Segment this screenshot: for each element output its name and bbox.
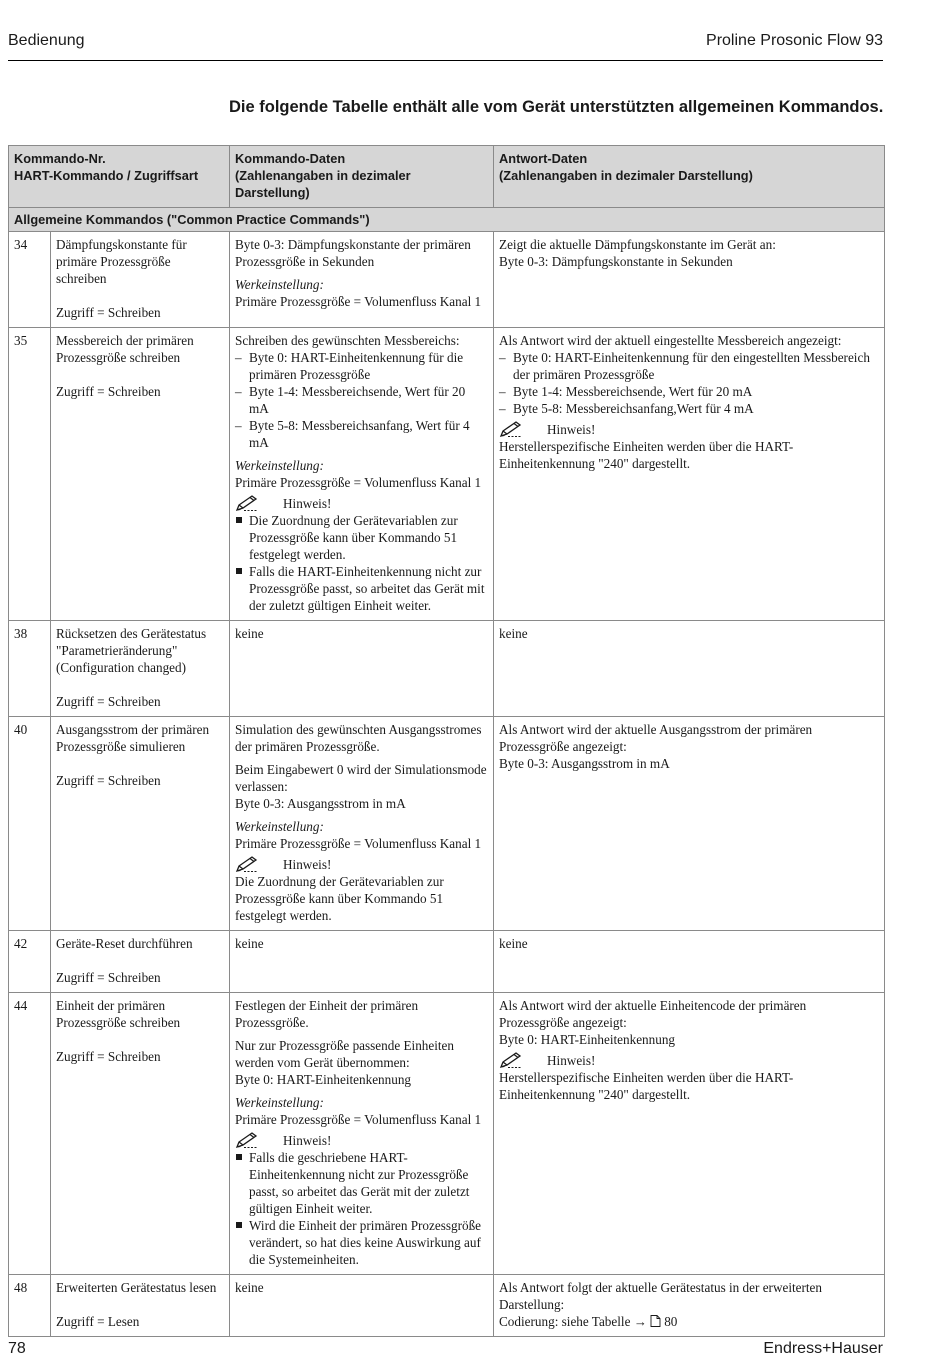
response-data: keine	[494, 621, 885, 717]
command-data: keine	[230, 621, 494, 717]
page-header	[8, 32, 883, 61]
response-data: Als Antwort wird der aktuell eingestellte Messbereich angezeigt: – Byte 0: HART-Einheitenkennung für den eingestellten Messbereich der primären Prozessgröße – Byte 1-4: Messbereichsende, Wert für 20 mA – Byte 5-8: Messbereichsanfang,Wert für 4 mA Hinweis! Herstellerspezifische Einheiten werden über die HART-Einheitenkennung "240" dargestellt.	[494, 328, 885, 621]
table-row	[9, 621, 885, 717]
page-reference[interactable]: 80	[664, 1314, 678, 1329]
response-data: Zeigt die aktuelle Dämpfungskonstante im Gerät an: Byte 0-3: Dämpfungskonstante in Sekunden	[494, 232, 885, 328]
dash-list: – Byte 0: HART-Einheitenkennung für den eingestellten Messbereich der primären Prozessgröße – Byte 1-4: Messbereichsende, Wert für 20 mA – Byte 5-8: Messbereichsanfang,Wert für 4 mA	[499, 349, 879, 417]
table-row	[9, 232, 885, 328]
response-data: Als Antwort wird der aktuelle Ausgangsstrom der primären Prozessgröße angezeigt: Byte 0-3: Ausgangsstrom in mA	[494, 717, 885, 931]
command-description: Einheit der primären Prozessgröße schreiben Zugriff = Schreiben	[51, 993, 230, 1275]
command-table	[8, 145, 885, 1337]
command-number: 38	[9, 621, 51, 717]
response-data: keine	[494, 931, 885, 993]
response-data: Als Antwort folgt der aktuelle Gerätestatus in der erweiterten Darstellung: Codierung: siehe Tabelle → 80	[494, 1275, 885, 1337]
command-description: Erweiterten Gerätestatus lesen Zugriff = Lesen	[51, 1275, 230, 1337]
command-number: 44	[9, 993, 51, 1275]
intro-heading: Die folgende Tabelle enthält alle vom Gerät unterstützten allgemeinen Kommandos.	[229, 98, 884, 116]
pencil-note-icon	[235, 495, 259, 512]
command-data: Simulation des gewünschten Ausgangsstromes der primären Prozessgröße. Beim Eingabewert 0 wird der Simulationsmode verlassen: Byte 0-3: Ausgangsstrom in mA Werkeinstellung: Primäre Prozessgröße = Volumenfluss Kanal 1 Hinweis! Die Zuordnung der Gerätevariablen zur Prozessgröße kann über Kommando 51 festgelegt werden.	[230, 717, 494, 931]
table-row	[9, 1275, 885, 1337]
table-row	[9, 717, 885, 931]
bullet-list: Falls die geschriebene HART-Einheitenkennung nicht zur Prozessgröße passt, so arbeitet das Gerät mit der zuletzt gültigen Einheit weiter. Wird die Einheit der primären Prozessgröße verändert, so hat dies keine Auswirkung auf die Systemeinheiten.	[235, 1149, 488, 1268]
table-row	[9, 931, 885, 993]
command-description: Messbereich der primären Prozessgröße schreiben Zugriff = Schreiben	[51, 328, 230, 621]
pencil-note-icon	[499, 421, 523, 438]
response-data: Als Antwort wird der aktuelle Einheitencode der primären Prozessgröße angezeigt: Byte 0: HART-Einheitenkennung Hinweis! Herstellerspezifische Einheiten werden über die HART-Einheitenkennung "240" dargestellt.	[494, 993, 885, 1275]
command-data: Byte 0-3: Dämpfungskonstante der primären Prozessgröße in Sekunden Werkeinstellung: Primäre Prozessgröße = Volumenfluss Kanal 1	[230, 232, 494, 328]
dash-list: – Byte 0: HART-Einheitenkennung für die primären Prozessgröße – Byte 1-4: Messbereichsende, Wert für 20 mA – Byte 5-8: Messbereichsanfang, Wert für 4 mA	[235, 349, 488, 451]
command-description: Dämpfungskonstante für primäre Prozessgröße schreiben Zugriff = Schreiben	[51, 232, 230, 328]
page-reference-icon	[650, 1315, 661, 1327]
command-description: Ausgangsstrom der primären Prozessgröße simulieren Zugriff = Schreiben	[51, 717, 230, 931]
command-description: Geräte-Reset durchführen Zugriff = Schreiben	[51, 931, 230, 993]
section-title: Bedienung	[8, 32, 85, 49]
command-number: 48	[9, 1275, 51, 1337]
group-row	[9, 208, 885, 232]
note: Hinweis!	[235, 1132, 488, 1149]
command-number: 34	[9, 232, 51, 328]
note: Hinweis!	[235, 495, 488, 512]
bullet-list: Die Zuordnung der Gerätevariablen zur Prozessgröße kann über Kommando 51 festgelegt werden. Falls die HART-Einheitenkennung nicht zur Prozessgröße passt, so arbeitet das Gerät mit der zuletzt gültigen Einheit weiter.	[235, 512, 488, 614]
product-name: Proline Prosonic Flow 93	[706, 32, 883, 49]
command-data: keine	[230, 1275, 494, 1337]
col-header-command: Kommando-Nr. HART-Kommando / Zugriffsart	[9, 146, 230, 208]
table-row	[9, 328, 885, 621]
command-data: keine	[230, 931, 494, 993]
command-data: Schreiben des gewünschten Messbereichs: – Byte 0: HART-Einheitenkennung für die primären Prozessgröße – Byte 1-4: Messbereichsende, Wert für 20 mA – Byte 5-8: Messbereichsanfang, Wert für 4 mA Werkeinstellung: Primäre Prozessgröße = Volumenfluss Kanal 1 Hinweis! Die Zuordnung der Gerätevariablen zur Prozessgröße kann über Kommando 51 festgelegt werden. Falls die HART-Einheitenkennung nicht zur Prozessgröße passt, so arbeitet das Gerät mit der zuletzt gültigen Einheit weiter.	[230, 328, 494, 621]
command-number: 42	[9, 931, 51, 993]
table-row	[9, 993, 885, 1275]
command-description: Rücksetzen des Gerätestatus "Parametrieränderung" (Configuration changed) Zugriff = Schreiben	[51, 621, 230, 717]
command-number: 35	[9, 328, 51, 621]
brand-name: Endress+Hauser	[763, 1340, 883, 1357]
page-number: 78	[8, 1340, 26, 1357]
group-label: Allgemeine Kommandos ("Common Practice Commands")	[9, 208, 885, 232]
table-header-row	[9, 146, 885, 208]
col-header-response-data: Antwort-Daten (Zahlenangaben in dezimaler Darstellung)	[494, 146, 885, 208]
note: Hinweis!	[499, 421, 879, 438]
command-data: Festlegen der Einheit der primären Prozessgröße. Nur zur Prozessgröße passende Einheiten werden vom Gerät übernommen: Byte 0: HART-Einheitenkennung Werkeinstellung: Primäre Prozessgröße = Volumenfluss Kanal 1 Hinweis! Falls die geschriebene HART-Einheitenkennung nicht zur Prozessgröße passt, so arbeitet das Gerät mit der zuletzt gültigen Einheit weiter. Wird die Einheit der primären Prozessgröße verändert, so hat dies keine Auswirkung auf die Systemeinheiten.	[230, 993, 494, 1275]
col-header-command-data: Kommando-Daten (Zahlenangaben in dezimaler Darstellung)	[230, 146, 494, 208]
pencil-note-icon	[235, 1132, 259, 1149]
command-number: 40	[9, 717, 51, 931]
pencil-note-icon	[499, 1052, 523, 1069]
pencil-note-icon	[235, 856, 259, 873]
note: Hinweis!	[499, 1052, 879, 1069]
note: Hinweis!	[235, 856, 488, 873]
